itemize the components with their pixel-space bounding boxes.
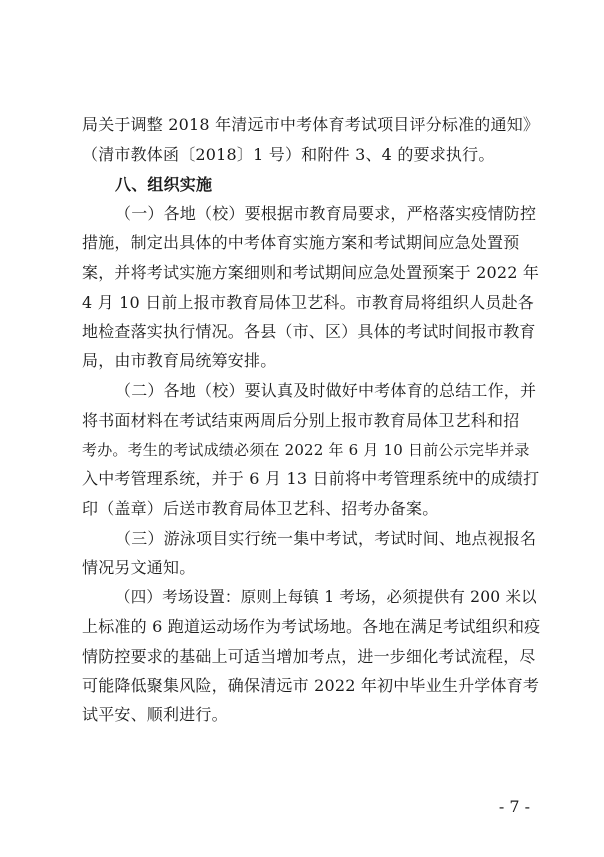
body-line: 局，由市教育局统筹安排。 — [82, 351, 277, 370]
paragraph-first-line: （二）各地（校）要认真及时做好中考体育的总结工作，并 — [115, 381, 537, 400]
body-line: 4 月 10 日前上报市教育局体卫艺科。市教育局将组织人员赴各 — [82, 293, 534, 312]
body-line: （清市教体函〔2018〕1 号）和附件 3、4 的要求执行。 — [82, 145, 495, 164]
body-line: 入中考管理系统，并于 6 月 13 日前将中考管理系统中的成绩打 — [82, 469, 540, 488]
body-line: 将书面材料在考试结束两周后分别上报市教育局体卫艺科和招 — [82, 411, 520, 430]
body-line: 情况另文通知。 — [82, 558, 196, 577]
paragraph-first-line: （三）游泳项目实行统一集中考试，考试时间、地点视报名 — [115, 529, 537, 548]
paragraph-first-line: （四）考场设置：原则上每镇 1 考场，必须提供有 200 米以 — [115, 588, 537, 606]
body-line: 案，并将考试实施方案细则和考试期间应急处置预案于 2022 年 — [82, 263, 540, 282]
body-line: 情防控要求的基础上可适当增加考点，进一步细化考试流程，尽 — [82, 647, 536, 666]
body-line: 印（盖章）后送市教育局体卫艺科、招考办备案。 — [82, 499, 439, 518]
body-line: 地检查落实执行情况。各县（市、区）具体的考试时间报市教育 — [82, 322, 536, 341]
page-number: - 7 - — [498, 797, 530, 816]
body-line: 试平安、顺利进行。 — [82, 705, 228, 724]
body-line: 措施，制定出具体的中考体育实施方案和考试期间应急处置预 — [82, 233, 520, 252]
paragraph-first-line: （一）各地（校）要根据市教育局要求，严格落实疫情防控 — [115, 204, 537, 223]
body-line: 局关于调整 2018 年清远市中考体育考试项目评分标准的通知》 — [82, 115, 540, 134]
body-line: 上标准的 6 跑道运动场作为考试场地。各地在满足考试组织和疫 — [82, 617, 541, 636]
section-heading: 八、组织实施 — [115, 175, 213, 194]
body-line: 考办。考生的考试成绩必须在 2022 年 6 月 10 日前公示完毕并录 — [82, 441, 530, 459]
body-line: 可能降低聚集风险，确保清远市 2022 年初中毕业生升学体育考 — [82, 676, 540, 695]
